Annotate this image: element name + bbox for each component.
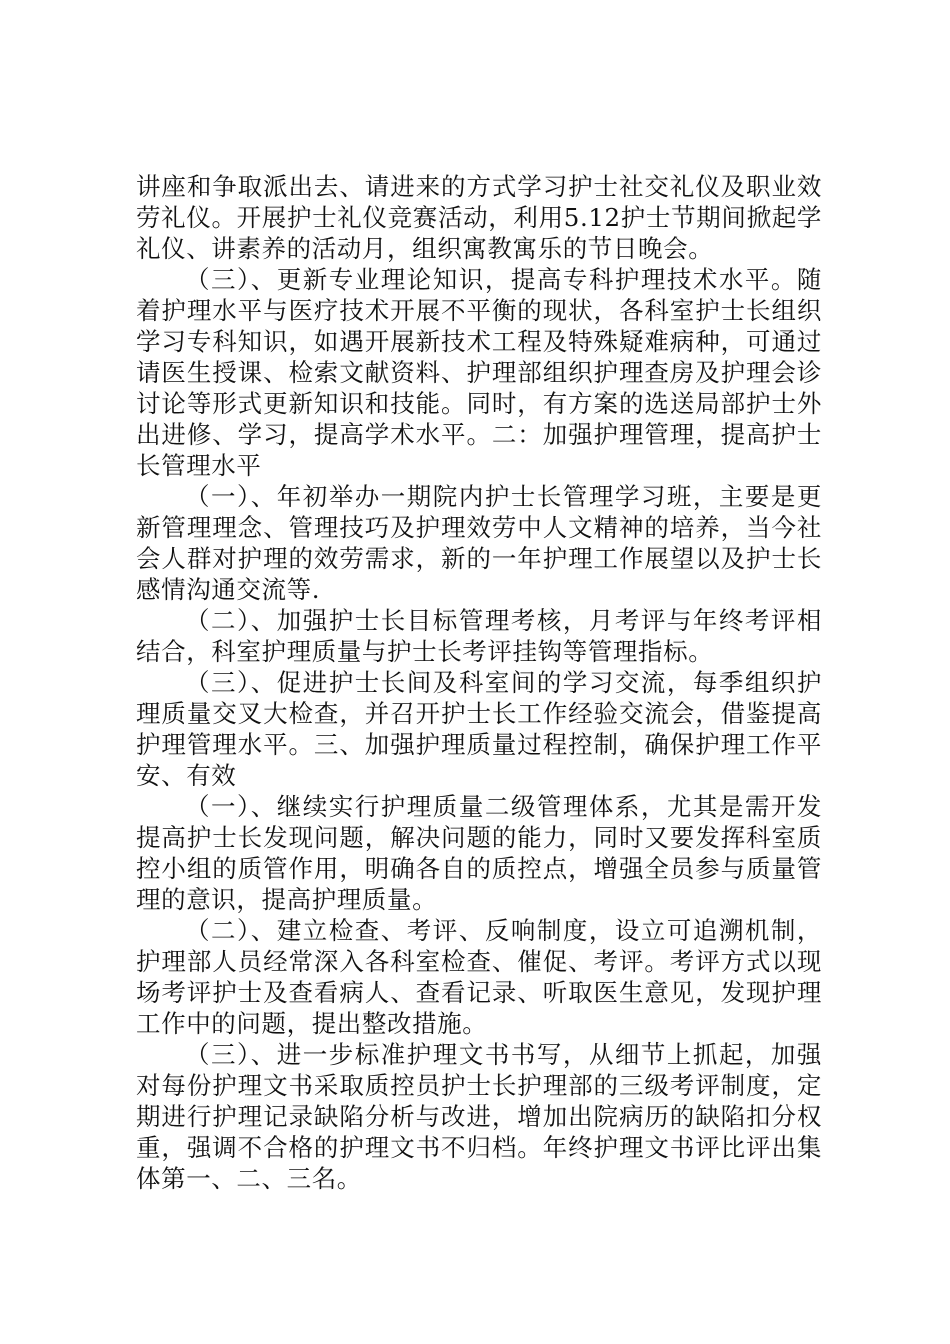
paragraph-exchange: （三）、促进护士长间及科室间的学习交流，每季组织护理质量交叉大检查，并召开护士长工作经验交流会，借鉴提高护理管理水平。三、加强护理质量过程控制，确保护理工作平安、有效: [136, 668, 822, 790]
paragraph-specialty-knowledge: （三）、更新专业理论知识，提高专科护理技术水平。随着护理水平与医疗技术开展不平衡的现状，各科室护士长组织学习专科知识，如遇开展新技术工程及特殊疑难病种，可通过请医生授课、检索文献资料、护理部组织护理查房及护理会诊讨论等形式更新知识和技能。同时，有方案的选送局部护士外出进修、学习，提高学术水平。二：加强护理管理，提高护士长管理水平: [136, 265, 822, 480]
paragraph-nursing-documents: （三）、进一步标准护理文书书写，从细节上抓起，加强对每份护理文书采取质控员护士长护理部的三级考评制度，定期进行护理记录缺陷分析与改进，增加出院病历的缺陷扣分权重，强调不合格的护理文书不归档。年终护理文书评比评出集体第一、二、三名。: [136, 1040, 822, 1193]
paragraph-quality-system: （一）、继续实行护理质量二级管理体系，尤其是需开发提高护士长发现问题，解决问题的能力，同时又要发挥科室质控小组的质管作用，明确各自的质控点，增强全员参与质量管理的意识，提高护理质量。: [136, 792, 822, 914]
paragraph-head-nurse-training: （一）、年初举办一期院内护士长管理学习班，主要是更新管理理念、管理技巧及护理效劳中人文精神的培养，当今社会人群对护理的效劳需求，新的一年护理工作展望以及护士长感情沟通交流等.: [136, 482, 822, 604]
paragraph-inspection-system: （二）、建立检查、考评、反响制度，设立可追溯机制，护理部人员经常深入各科室检查、催促、考评。考评方式以现场考评护士及查看病人、查看记录、听取医生意见，发现护理工作中的问题，提出整改措施。: [136, 916, 822, 1038]
paragraph-continuation: 讲座和争取派出去、请进来的方式学习护士社交礼仪及职业效劳礼仪。开展护士礼仪竞赛活动，利用5.12护士节期间掀起学礼仪、讲素养的活动月，组织寓教寓乐的节日晚会。: [136, 172, 822, 263]
paragraph-target-management: （二）、加强护士长目标管理考核，月考评与年终考评相结合，科室护理质量与护士长考评挂钩等管理指标。: [136, 606, 822, 666]
document-body: [136, 171, 822, 1194]
